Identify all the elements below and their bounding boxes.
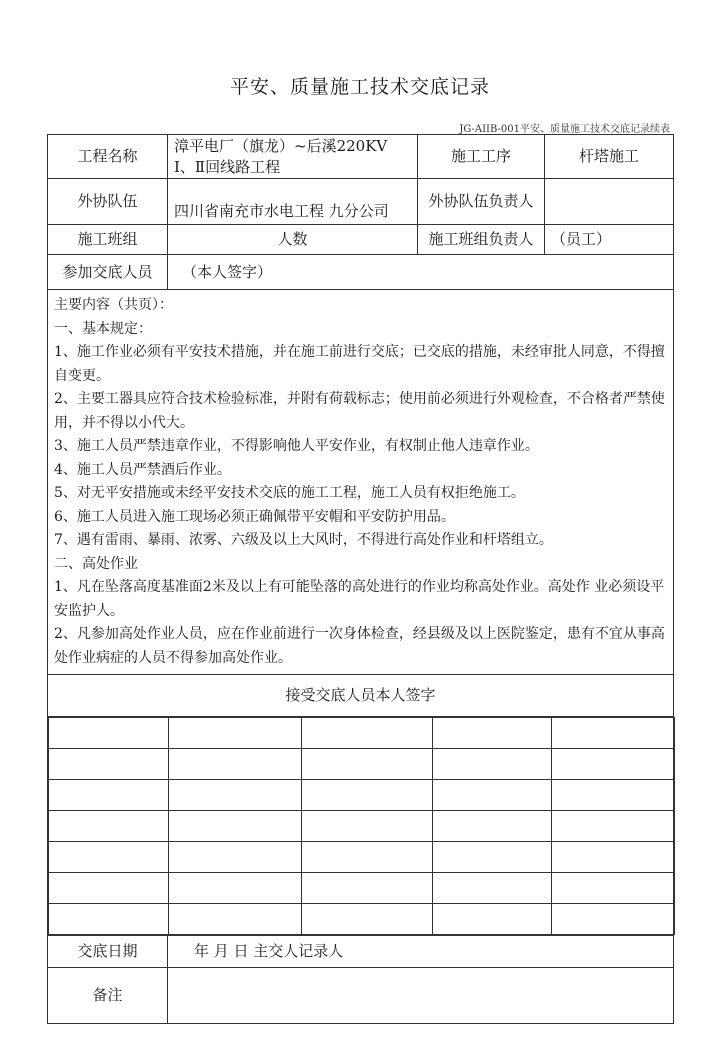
content-heading: 主要内容（共页）：	[54, 297, 173, 313]
signature-slot[interactable]	[552, 842, 675, 873]
content-line: 1、凡在坠落高度基准面2米及以上有可能坠落的高处进行的作业均称高处作业。高处作 业必须设平安监护人。	[54, 579, 665, 619]
signature-row	[49, 904, 675, 935]
signature-slot[interactable]	[169, 904, 302, 935]
content-line: 一、基本规定：	[54, 320, 152, 337]
remarks-value	[168, 968, 674, 1024]
signature-slot[interactable]	[49, 904, 169, 935]
signature-row	[49, 811, 675, 842]
project-name-value: 漳平电厂（旗龙）~后溪220KV Ⅰ、Ⅱ回线路工程	[168, 135, 418, 179]
signature-slot[interactable]	[49, 842, 169, 873]
signature-slot[interactable]	[169, 780, 302, 811]
signature-heading: 接受交底人员本人签字	[48, 675, 674, 717]
team-leader-value	[545, 179, 674, 225]
date-value: 年 月 日 主交人记录人	[168, 936, 674, 968]
content-line: 2、主要工器具应符合技术检验标准，并附有荷载标志；使用前必须进行外观检查，不合格者严禁使用，并不得以小代大。	[54, 391, 665, 431]
content-line: 5、对无平安措施或未经平安技术交底的施工工程，施工人员有权拒绝施工。	[54, 485, 525, 501]
project-name-label: 工程名称	[48, 135, 168, 179]
signature-row	[49, 842, 675, 873]
date-label: 交底日期	[48, 936, 168, 968]
signature-slot[interactable]	[552, 718, 675, 749]
signature-slot[interactable]	[49, 811, 169, 842]
signature-slot[interactable]	[552, 904, 675, 935]
signature-slot[interactable]	[169, 811, 302, 842]
process-label: 施工工序	[418, 135, 545, 179]
content-line: 4、施工人员严禁酒后作业。	[54, 461, 231, 478]
signature-slot[interactable]	[169, 718, 302, 749]
signature-row	[49, 718, 675, 749]
page-title: 平安、质量施工技术交底记录	[229, 76, 490, 98]
signature-slot[interactable]	[169, 842, 302, 873]
signature-slot[interactable]	[49, 873, 169, 904]
form-code: JG-AIIB-001平安、质量施工技术交底记录续表	[459, 124, 670, 135]
process-value: 杆塔施工	[545, 135, 674, 179]
signature-slot[interactable]	[302, 749, 433, 780]
content-line: 1、施工作业必须有平安技术措施，并在施工前进行交底；已交底的措施，未经审批人同意，不得擅自变更。	[54, 344, 665, 384]
signature-slot[interactable]	[552, 873, 675, 904]
signature-slot[interactable]	[49, 780, 169, 811]
signature-slot[interactable]	[433, 842, 552, 873]
content-line: 3、施工人员严禁违章作业，不得影响他人平安作业，有权制止他人违章作业。	[54, 438, 539, 454]
signature-row	[49, 780, 675, 811]
team-value: 四川省南充市水电工程 九分公司	[168, 179, 418, 225]
signature-slot[interactable]	[433, 811, 552, 842]
signature-slot[interactable]	[552, 749, 675, 780]
signature-slot[interactable]	[302, 718, 433, 749]
headcount-label: 人数	[168, 225, 418, 255]
signature-slot[interactable]	[302, 904, 433, 935]
signature-slot[interactable]	[552, 811, 675, 842]
signature-row	[49, 749, 675, 780]
content-line: 6、施工人员进入施工现场必须正确佩带平安帽和平安防护用品。	[54, 508, 455, 525]
signature-slot[interactable]	[169, 749, 302, 780]
signature-slot[interactable]	[433, 780, 552, 811]
signature-slot[interactable]	[552, 780, 675, 811]
signature-slot[interactable]	[302, 811, 433, 842]
signature-slot[interactable]	[433, 904, 552, 935]
content-line: 2、凡参加高处作业人员，应在作业前进行一次身体检查，经县级及以上医院鉴定，患有不宜从事高处作业病症的人员不得参加高处作业。	[54, 626, 665, 666]
signature-slot[interactable]	[302, 780, 433, 811]
signature-slot[interactable]	[433, 873, 552, 904]
signature-slot[interactable]	[433, 749, 552, 780]
signature-slot[interactable]	[433, 718, 552, 749]
crew-leader-label: 施工班组负责人	[418, 225, 545, 255]
signature-slot[interactable]	[302, 842, 433, 873]
team-leader-label: 外协队伍负责人	[418, 179, 545, 225]
signature-slot[interactable]	[49, 749, 169, 780]
content-line: 二、高处作业	[54, 555, 138, 572]
disclosure-form	[47, 134, 674, 1024]
signature-row	[49, 873, 675, 904]
signature-slot[interactable]	[302, 873, 433, 904]
crew-leader-value: （员工）	[545, 225, 674, 255]
signature-grid	[48, 717, 675, 935]
team-label: 外协队伍	[48, 179, 168, 225]
attendees-value: （本人签字）	[168, 255, 674, 290]
signature-slot[interactable]	[169, 873, 302, 904]
main-content	[48, 290, 674, 675]
remarks-label: 备注	[48, 968, 168, 1024]
attendees-label: 参加交底人员	[48, 255, 168, 290]
signature-grid-cell	[48, 717, 674, 936]
signature-slot[interactable]	[49, 718, 169, 749]
crew-label: 施工班组	[48, 225, 168, 255]
content-line: 7、遇有雷雨、暴雨、浓雾、六级及以上大风时，不得进行高处作业和杆塔组立。	[54, 532, 553, 548]
